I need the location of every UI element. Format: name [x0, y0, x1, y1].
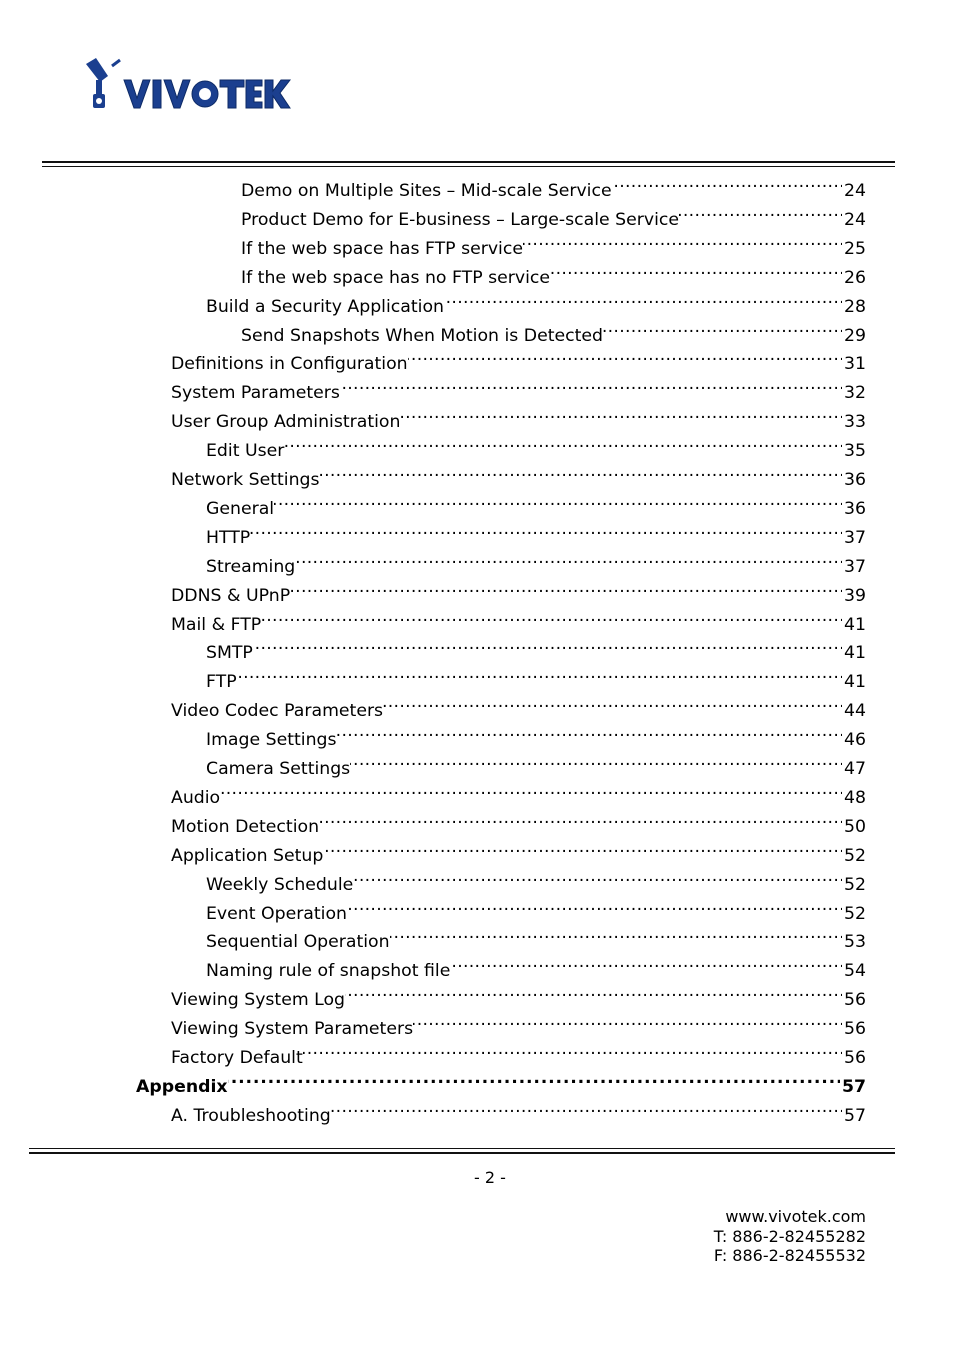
toc-entry-page: 31 — [844, 354, 866, 375]
toc-dot-leader — [353, 862, 842, 890]
toc-entry-page: 52 — [844, 903, 866, 924]
toc-entry[interactable] — [206, 746, 866, 779]
phone-number: T: 886-2-82455282 — [713, 1226, 866, 1246]
toc-dot-leader — [679, 197, 842, 225]
toc-entry[interactable] — [171, 573, 866, 606]
toc-dot-leader — [253, 630, 842, 658]
toc-entry-page: 37 — [844, 556, 866, 577]
toc-entry-page: 39 — [844, 585, 866, 606]
toc-entry[interactable] — [171, 370, 866, 404]
toc-entry-page: 32 — [844, 383, 866, 404]
toc-entry-title: If the web space has FTP service — [241, 238, 523, 259]
toc-entry-title: Network Settings — [171, 470, 320, 490]
toc-dot-leader — [319, 804, 842, 832]
toc-entry[interactable] — [206, 659, 866, 693]
toc-entry-page: 56 — [844, 990, 866, 1011]
toc-entry-title: User Group Administration — [171, 412, 401, 433]
toc-entry-page: 35 — [844, 441, 866, 462]
toc-dot-leader — [340, 370, 842, 398]
toc-entry-title: FTP — [206, 672, 237, 693]
toc-dot-leader — [444, 284, 842, 312]
toc-entry[interactable] — [171, 1035, 866, 1068]
footer-divider — [29, 1148, 895, 1154]
toc-entry[interactable] — [171, 804, 866, 837]
toc-dot-leader — [284, 428, 842, 456]
toc-entry-page: 52 — [844, 845, 866, 866]
toc-entry-page: 57 — [844, 1105, 866, 1126]
toc-dot-leader — [274, 486, 842, 514]
toc-entry-title: Mail & FTP — [171, 614, 262, 635]
toc-entry-title: Event Operation — [206, 903, 348, 924]
toc-entry[interactable] — [206, 891, 866, 924]
toc-dot-leader — [331, 1093, 842, 1121]
contact-info — [714, 1207, 866, 1266]
toc-entry[interactable] — [241, 197, 866, 230]
toc-entry-title: Viewing System Log — [171, 990, 346, 1011]
header-divider — [42, 161, 895, 167]
toc-entry-page: 41 — [844, 614, 866, 635]
toc-entry[interactable] — [171, 775, 866, 808]
toc-entry-page: 50 — [844, 816, 866, 837]
toc-entry-title: DDNS & UPnP — [171, 585, 291, 606]
toc-entry-page: 52 — [844, 874, 866, 895]
toc-entry[interactable] — [171, 688, 866, 722]
toc-entry-title: Demo on Multiple Sites – Mid-scale Service — [241, 181, 612, 201]
toc-entry-title: Application Setup — [171, 845, 324, 866]
toc-entry-title: Build a Security Application — [206, 296, 444, 317]
toc-dot-leader — [337, 717, 843, 745]
toc-entry[interactable] — [206, 284, 866, 317]
toc-entry-title: SMTP — [206, 643, 253, 664]
toc-dot-leader — [228, 1064, 840, 1092]
toc-entry-page: 36 — [844, 498, 866, 519]
toc-entry[interactable] — [171, 833, 866, 866]
toc-entry-page: 46 — [844, 730, 866, 751]
toc-entry-title: Definitions in Configuration — [171, 354, 408, 375]
toc-dot-leader — [408, 341, 842, 369]
toc-entry-title: General — [206, 498, 275, 519]
toc-entry-title: HTTP — [206, 527, 251, 548]
toc-entry[interactable] — [171, 977, 866, 1011]
toc-entry-page: 53 — [844, 932, 866, 953]
toc-entry[interactable] — [171, 399, 866, 433]
toc-entry-page: 28 — [844, 296, 866, 317]
toc-entry-page: 56 — [844, 1048, 866, 1068]
toc-entry-page: 41 — [844, 672, 866, 693]
toc-entry-title: Weekly Schedule — [206, 874, 354, 895]
toc-dot-leader — [345, 977, 842, 1005]
toc-entry-title: Factory Default — [171, 1048, 303, 1068]
toc-entry-page: 48 — [844, 787, 866, 808]
toc-entry[interactable] — [206, 862, 866, 895]
toc-entry[interactable] — [206, 486, 866, 519]
toc-entry[interactable] — [206, 428, 866, 462]
toc-entry[interactable] — [171, 1093, 866, 1126]
toc-dot-leader — [450, 948, 842, 976]
toc-entry-title: Naming rule of snapshot file — [206, 961, 451, 982]
toc-entry[interactable] — [241, 313, 866, 346]
toc-entry[interactable] — [241, 168, 866, 201]
toc-dot-leader — [237, 659, 842, 687]
toc-entry[interactable] — [206, 717, 866, 751]
toc-entry-page: 24 — [844, 181, 866, 201]
toc-entry[interactable] — [206, 948, 866, 982]
toc-dot-leader — [383, 688, 842, 716]
toc-dot-leader — [523, 226, 842, 254]
toc-entry-title: Edit User — [206, 441, 285, 462]
toc-entry-title: Product Demo for E-business – Large-scale Service — [241, 209, 680, 230]
toc-entry-page: 54 — [844, 961, 866, 982]
toc-entry[interactable] — [206, 919, 866, 953]
toc-dot-leader — [220, 775, 842, 803]
toc-dot-leader — [550, 255, 842, 283]
toc-entry-page: 25 — [844, 238, 866, 259]
toc-entry[interactable] — [171, 341, 866, 375]
toc-entry[interactable] — [171, 602, 866, 635]
toc-dot-leader — [290, 573, 842, 601]
toc-entry-page: 44 — [844, 701, 866, 722]
toc-entry-page: 29 — [844, 325, 866, 346]
toc-dot-leader — [261, 602, 842, 630]
toc-dot-leader — [603, 313, 842, 341]
vivotek-logo — [84, 58, 294, 118]
toc-dot-leader — [323, 833, 842, 861]
toc-dot-leader — [350, 746, 842, 774]
toc-entry-page: 24 — [844, 209, 866, 230]
toc-entry-title: Image Settings — [206, 730, 337, 751]
toc-entry-page: 37 — [844, 527, 866, 548]
toc-entry[interactable] — [171, 457, 866, 490]
toc-entry-title: Viewing System Parameters — [171, 1019, 414, 1040]
toc-entry-page: 33 — [844, 412, 866, 433]
toc-entry-page: 57 — [841, 1076, 866, 1097]
toc-dot-leader — [347, 891, 842, 919]
toc-entry-title: A. Troubleshooting — [171, 1105, 331, 1126]
toc-entry-title: Sequential Operation — [206, 932, 390, 953]
toc-entry[interactable] — [206, 515, 866, 548]
toc-dot-leader — [295, 544, 842, 572]
toc-entry-title: Send Snapshots When Motion is Detected — [241, 325, 604, 346]
vivotek-logo-icon — [84, 58, 294, 118]
website-link[interactable]: www.vivotek.com — [725, 1207, 866, 1226]
toc-entry[interactable] — [241, 255, 866, 288]
toc-entry-title: Streaming — [206, 556, 296, 577]
toc-entry-title: Audio — [171, 787, 221, 808]
toc-entry[interactable] — [136, 1064, 866, 1097]
toc-entry[interactable] — [241, 226, 866, 259]
fax-number: F: 886-2-82455532 — [713, 1246, 866, 1265]
toc-dot-leader — [303, 1035, 842, 1063]
toc-dot-leader — [250, 515, 842, 543]
toc-dot-leader — [400, 399, 842, 427]
toc-entry-title: System Parameters — [171, 383, 340, 404]
toc-entry-page: 26 — [844, 267, 866, 288]
toc-dot-leader — [612, 168, 842, 196]
toc-entry-title: If the web space has no FTP service — [241, 267, 551, 288]
toc-entry-page: 47 — [844, 759, 866, 779]
toc-dot-leader — [390, 919, 842, 947]
toc-entry-title: Appendix — [136, 1076, 228, 1097]
toc-entry-title: Camera Settings — [206, 759, 351, 779]
page-number: - 2 - — [474, 1168, 506, 1187]
toc-entry[interactable] — [206, 544, 866, 577]
toc-entry-title: Video Codec Parameters — [171, 701, 384, 722]
toc-entry-title: Motion Detection — [171, 816, 320, 837]
toc-entry-page: 41 — [844, 643, 866, 664]
toc-dot-leader — [320, 457, 842, 485]
toc-entry[interactable] — [206, 630, 866, 664]
toc-entry-page: 36 — [844, 470, 866, 490]
toc-dot-leader — [413, 1006, 842, 1034]
toc-entry[interactable] — [171, 1006, 866, 1040]
toc-entry-page: 56 — [844, 1019, 866, 1040]
